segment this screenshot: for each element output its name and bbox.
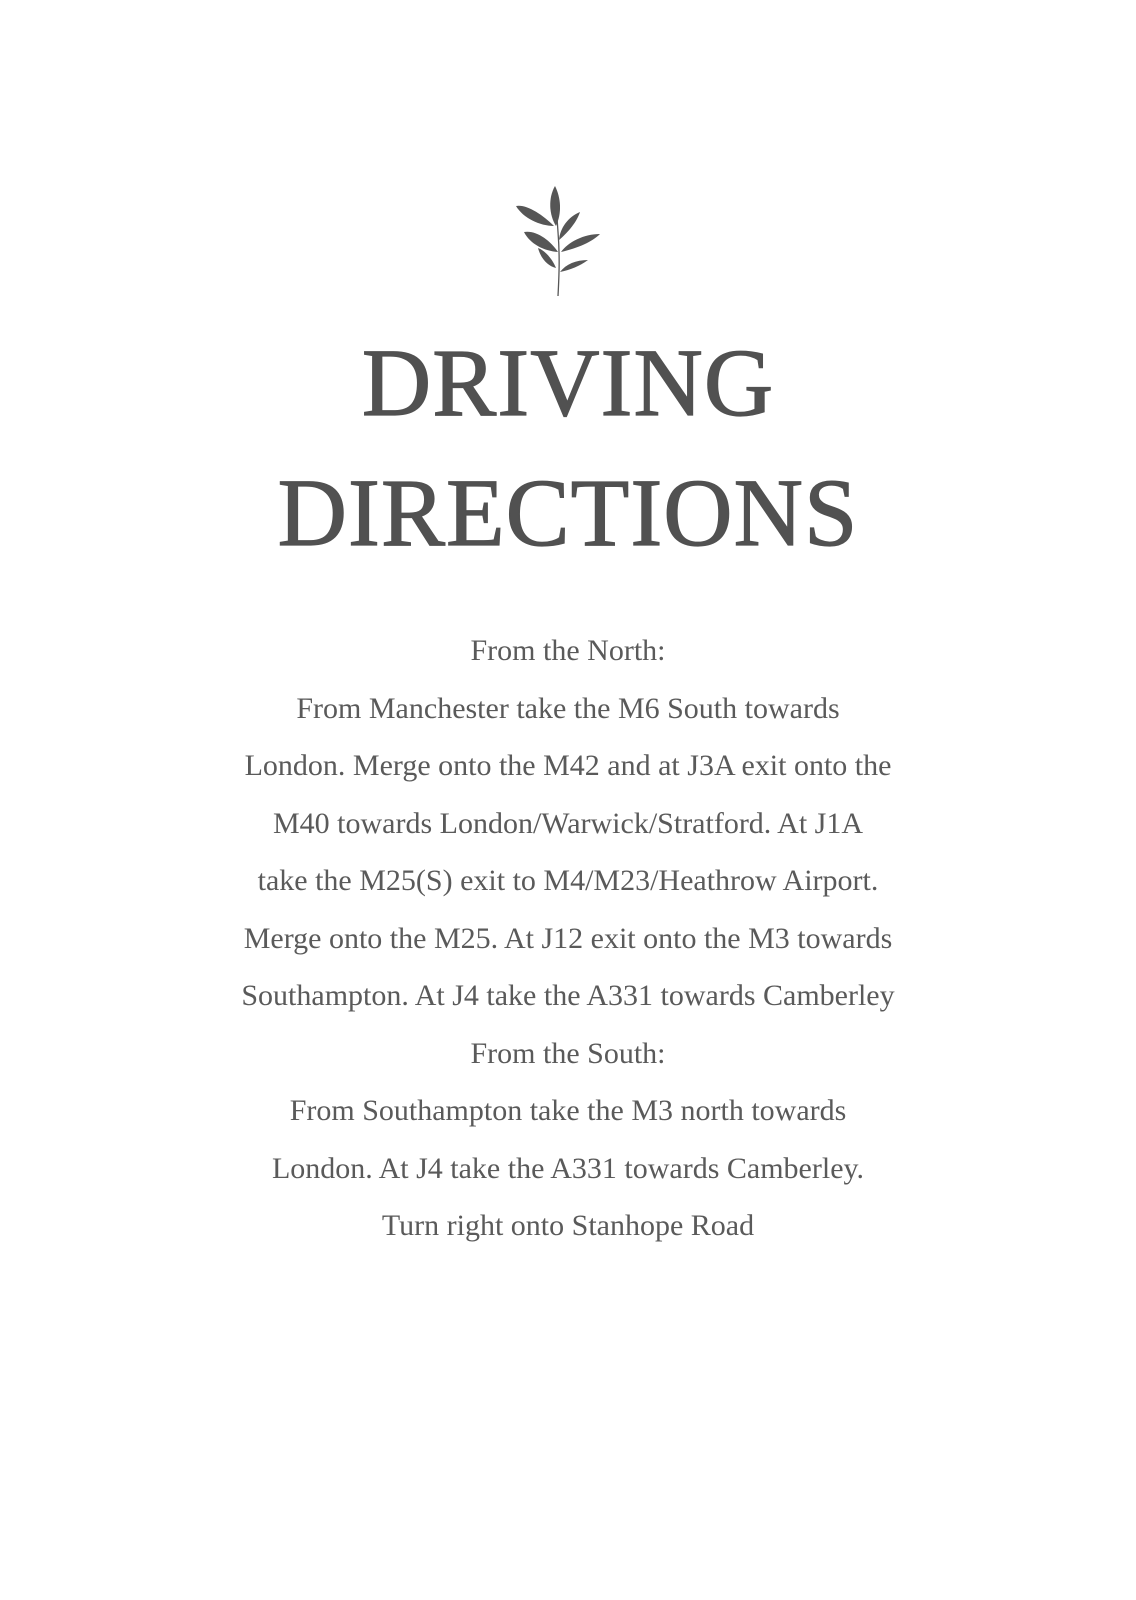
directions-line: London. Merge onto the M42 and at J3A exit onto the	[244, 749, 892, 782]
title-line-1: DRIVING	[361, 329, 775, 436]
directions-heading-south: From the South:	[470, 1036, 666, 1070]
page-title	[0, 318, 1136, 578]
title-line-2: DIRECTIONS	[277, 459, 859, 566]
directions-line: Turn right onto Stanhope Road	[381, 1209, 755, 1242]
directions-line: From Manchester take the M6 South towards	[296, 691, 840, 725]
directions-line: M40 towards London/Warwick/Stratford. At J1A	[272, 806, 863, 840]
directions-text	[150, 622, 986, 1255]
directions-line: take the M25(S) exit to M4/M23/Heathrow Airport.	[257, 864, 879, 897]
directions-line: London. At J4 take the A331 towards Camberley.	[271, 1151, 865, 1185]
directions-line: Southampton. At J4 take the A331 towards Camberley	[241, 979, 895, 1012]
directions-heading-north: From the North:	[470, 634, 666, 667]
directions-line: Merge onto the M25. At J12 exit onto the M3 towards	[243, 921, 893, 955]
directions-line: From Southampton take the M3 north towards	[289, 1094, 847, 1127]
leaf-sprig-icon	[508, 182, 628, 302]
